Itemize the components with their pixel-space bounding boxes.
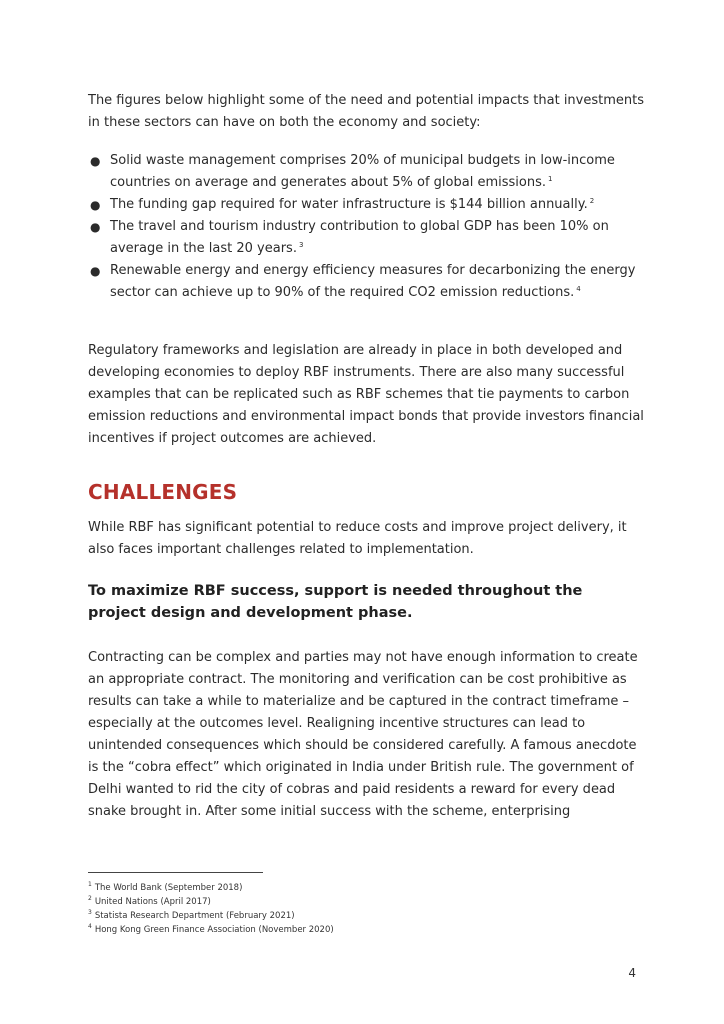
footnote-ref[interactable]: 2 <box>589 196 595 205</box>
challenges-intro: While RBF has significant potential to reduce costs and improve project delivery, it also faces important challenges related to implementation. <box>88 520 627 557</box>
footnote-item <box>88 881 334 895</box>
footnote-divider <box>88 872 263 873</box>
footnote-number: 2 <box>88 895 92 903</box>
footnote-number: 4 <box>88 923 92 931</box>
footnotes <box>88 881 334 937</box>
challenges-heading: CHALLENGES <box>88 480 238 504</box>
footnote-item <box>88 909 334 923</box>
impact-bullet-list <box>88 150 648 304</box>
bullet-icon: ● <box>90 198 101 212</box>
footnote-text: Statista Research Department (February 2021) <box>94 911 295 921</box>
footnote-item <box>88 895 334 909</box>
page-number: 4 <box>628 966 636 980</box>
list-item <box>88 194 648 216</box>
bullet-icon: ● <box>90 220 101 234</box>
footnote-ref[interactable]: 4 <box>576 284 581 293</box>
bullet-icon: ● <box>90 264 101 278</box>
bullet-text: Solid waste management comprises 20% of municipal budgets in low-income countries on average and generates about 5% of global emissions. <box>110 153 615 190</box>
footnote-text: Hong Kong Green Finance Association (November 2020) <box>94 925 334 935</box>
bullet-text: Renewable energy and energy efficiency measures for decarbonizing the energy sector can achieve up to 90% of the required CO2 emission reductions. <box>110 263 636 300</box>
footnote-item <box>88 923 334 937</box>
footnote-number: 3 <box>88 909 92 917</box>
list-item <box>88 216 648 260</box>
bullet-text: The funding gap required for water infrastructure is $144 billion annually. <box>110 197 588 212</box>
footnote-text: United Nations (April 2017) <box>94 897 211 907</box>
bullet-icon: ● <box>90 154 101 168</box>
list-item <box>88 260 648 304</box>
list-item <box>88 150 648 194</box>
footnote-text: The World Bank (September 2018) <box>94 883 243 893</box>
footnote-ref[interactable]: 1 <box>547 174 553 183</box>
intro-paragraph: The figures below highlight some of the need and potential impacts that investments in these sectors can have on both the economy and society: <box>88 93 644 130</box>
challenges-subheading: To maximize RBF success, support is needed throughout the project design and development phase. <box>88 583 583 621</box>
challenges-body: Contracting can be complex and parties may not have enough information to create an appropriate contract. The monitoring and verification can be cost prohibitive as results can take a while to materialize and be captured in the contract timeframe – especially at the outcomes level. Realigning incentive structures can lead to unintended consequences which should be considered carefully. A famous anecdote is the “cobra effect” which originated in India under British rule. The government of Delhi wanted to rid the city of cobras and paid residents a reward for every dead snake brought in. After some initial success with the scheme, enterprising <box>88 650 638 819</box>
footnote-ref[interactable]: 3 <box>298 240 304 249</box>
bullet-text: The travel and tourism industry contribution to global GDP has been 10% on average in the last 20 years. <box>110 219 609 256</box>
footnote-number: 1 <box>88 881 92 889</box>
regulatory-paragraph: Regulatory frameworks and legislation are already in place in both developed and developing economies to deploy RBF instruments. There are also many successful examples that can be replicated such as RBF schemes that tie payments to carbon emission reductions and environmental impact bonds that provide investors financial incentives if project outcomes are achieved. <box>88 343 644 446</box>
